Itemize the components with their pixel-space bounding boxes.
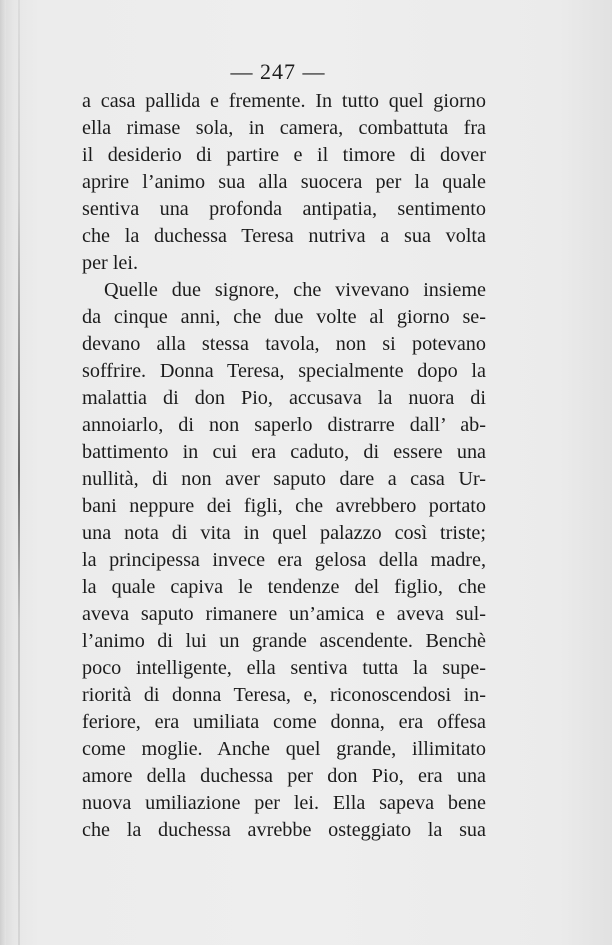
text-line: il desiderio di partire e il timore di dover <box>82 144 486 166</box>
page-number: — 247 — <box>230 59 326 84</box>
text-line: la quale capiva le tendenze del figlio, che <box>82 576 486 598</box>
text-line: devano alla stessa tavola, non si potevano <box>82 333 486 355</box>
text-line: battimento in cui era caduto, di essere una <box>82 441 486 463</box>
text-line: malattia di don Pio, accusava la nuora di <box>82 387 486 409</box>
text-line: la principessa invece era gelosa della madre, <box>82 549 486 571</box>
text-line: aprire l’animo sua alla suocera per la quale <box>82 171 486 193</box>
text-line: per lei. <box>82 252 139 274</box>
text-line: una nota di vita in quel palazzo così triste; <box>82 522 486 544</box>
text-line: l’animo di lui un grande ascendente. Benchè <box>82 630 486 652</box>
text-line: nuova umiliazione per lei. Ella sapeva bene <box>82 792 486 814</box>
text-line: aveva saputo rimanere un’amica e aveva sul- <box>82 603 486 625</box>
binding-shadow <box>18 0 20 945</box>
text-line: da cinque anni, che due volte al giorno se- <box>82 306 486 328</box>
page-left-edge <box>0 0 6 945</box>
text-line: ella rimase sola, in camera, combattuta fra <box>82 117 486 139</box>
body-text <box>82 88 486 844</box>
text-line: sentiva una profonda antipatia, sentimento <box>82 198 486 220</box>
text-line: feriore, era umiliata come donna, era offesa <box>82 711 486 733</box>
text-line: annoiarlo, di non saperlo distrarre dall’ ab- <box>82 414 486 436</box>
text-line: che la duchessa Teresa nutriva a sua volta <box>82 225 486 247</box>
text-line: soffrire. Donna Teresa, specialmente dopo la <box>82 360 486 382</box>
text-line: bani neppure dei figli, che avrebbero portato <box>82 495 486 517</box>
text-line: a casa pallida e fremente. In tutto quel giorno <box>82 90 486 112</box>
text-line: che la duchessa avrebbe osteggiato la sua <box>82 819 486 841</box>
text-line: poco intelligente, ella sentiva tutta la supe- <box>82 657 486 679</box>
text-line: nullità, di non aver saputo dare a casa Ur- <box>82 468 486 490</box>
text-line: amore della duchessa per don Pio, era una <box>82 765 486 787</box>
text-line: Quelle due signore, che vivevano insieme <box>104 279 486 301</box>
text-line: come moglie. Anche quel grande, illimitato <box>82 738 486 760</box>
text-line: riorità di donna Teresa, e, riconoscendosi in- <box>82 684 486 706</box>
